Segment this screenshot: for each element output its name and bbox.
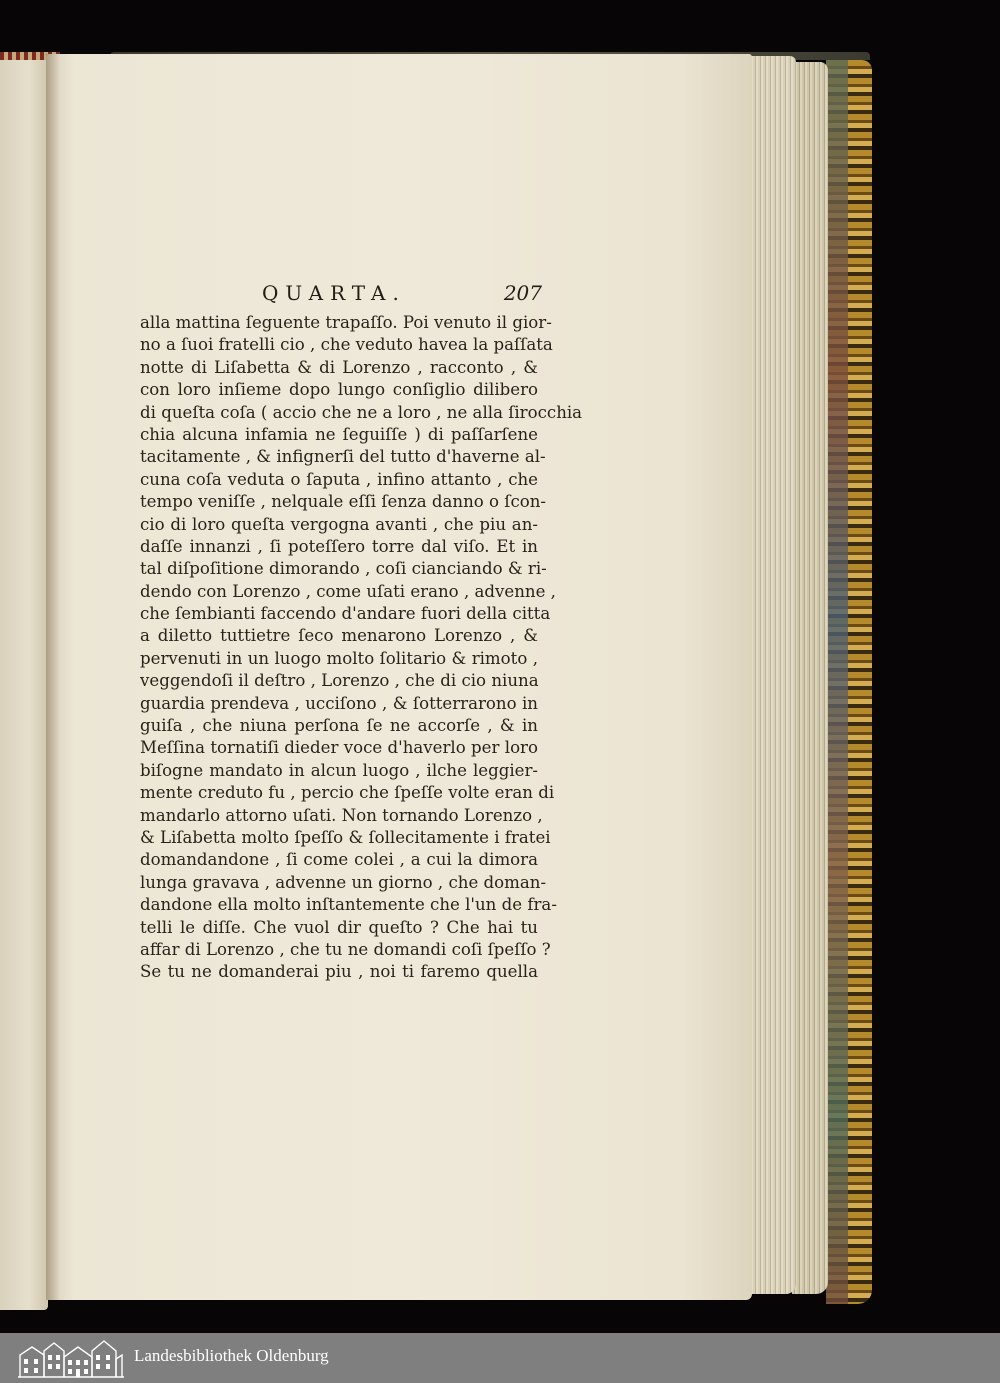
library-name: Landesbibliothek Oldenburg bbox=[134, 1346, 329, 1365]
text-line: alla mattina ſeguente trapaſſo. Poi venuto il gior- bbox=[140, 313, 552, 332]
text-line: che ſembianti faccendo d'andare fuori della citta bbox=[140, 604, 551, 624]
text-line: dendo con Lorenzo , come uſati erano , advenne , bbox=[140, 581, 556, 601]
text-line: mandarlo attorno uſati. Non tornando Lorenzo , bbox=[140, 805, 543, 825]
text-line: & Liſabetta molto ſpeſſo & ſollecitamente i fratei bbox=[140, 827, 551, 847]
text-line: mente creduto fu , percio che ſpeſſe volte eran di bbox=[140, 783, 555, 803]
text-line: no a ſuoi fratelli cio , che veduto havea la paſſata bbox=[140, 335, 553, 355]
text-line: tacitamente , & infignerſi del tutto d'haverne al- bbox=[140, 447, 546, 467]
text-line: a diletto tuttietre ſeco menarono Lorenzo , & bbox=[140, 626, 538, 646]
text-line: telli le diſſe. Che vuol dir queſto ? Che hai tu bbox=[140, 917, 538, 937]
text-line: pervenuti in un luogo molto ſolitario & rimoto , bbox=[140, 648, 538, 668]
page-stack bbox=[748, 56, 796, 1294]
text-line: affar di Lorenzo , che tu ne domandi coſi ſpeſſo ? bbox=[140, 939, 551, 959]
text-line: cuna coſa veduta o ſaputa , infino attanto , che bbox=[140, 469, 538, 489]
text-line: chia alcuna infamia ne ſeguiſſe ) di paſſarſene bbox=[140, 424, 538, 444]
text-line: veggendoſi il deſtro , Lorenzo , che di cio niuna bbox=[140, 671, 539, 691]
marbled-cover bbox=[826, 60, 848, 1304]
text-block bbox=[140, 312, 583, 984]
text-line: lunga gravava , advenne un giorno , che doman- bbox=[140, 872, 547, 892]
page-number: 207 bbox=[503, 281, 542, 305]
library-building-icon bbox=[18, 1337, 124, 1379]
text-line: tal diſpoſitione dimorando , coſi cianciando & ri- bbox=[140, 559, 547, 579]
text-line: Meſſina tornatiſi dieder voce d'haverlo per loro bbox=[140, 738, 538, 758]
text-line: guardia prendeva , ucciſono , & ſotterrarono in bbox=[140, 693, 538, 713]
footer-bar bbox=[0, 1333, 1000, 1383]
page-header bbox=[262, 281, 542, 309]
text-line: di queſta coſa ( accio che ne a loro , ne alla ſirocchia bbox=[140, 402, 583, 422]
running-head: QUARTA. bbox=[262, 281, 406, 305]
text-line: guiſa , che niuna perſona ſe ne accorſe , & in bbox=[140, 716, 538, 736]
text-line: dandone ella molto inſtantemente che l'un de fra- bbox=[140, 895, 557, 915]
text-line: Se tu ne domanderai piu , noi ti faremo quella bbox=[140, 962, 538, 982]
page-gutter-shadow bbox=[46, 54, 60, 1300]
text-line: daſſe innanzi , ſi poteſſero torre dal viſo. Et in bbox=[140, 536, 538, 556]
text-line: biſogne mandato in alcun luogo , ilche leggier- bbox=[140, 760, 538, 780]
page-stack-outer bbox=[792, 62, 828, 1294]
text-line: cio di loro queſta vergogna avanti , che piu an- bbox=[140, 514, 538, 534]
left-page bbox=[0, 60, 48, 1310]
text-line: tempo veniſſe , nelquale eſſi ſenza danno o ſcon- bbox=[140, 492, 547, 512]
text-line: notte di Liſabetta & di Lorenzo , racconto , & bbox=[140, 357, 538, 377]
text-line: domandandone , ſi come colei , a cui la dimora bbox=[140, 850, 538, 870]
text-line: con loro inſieme dopo lungo conſiglio dilibero bbox=[140, 380, 538, 400]
